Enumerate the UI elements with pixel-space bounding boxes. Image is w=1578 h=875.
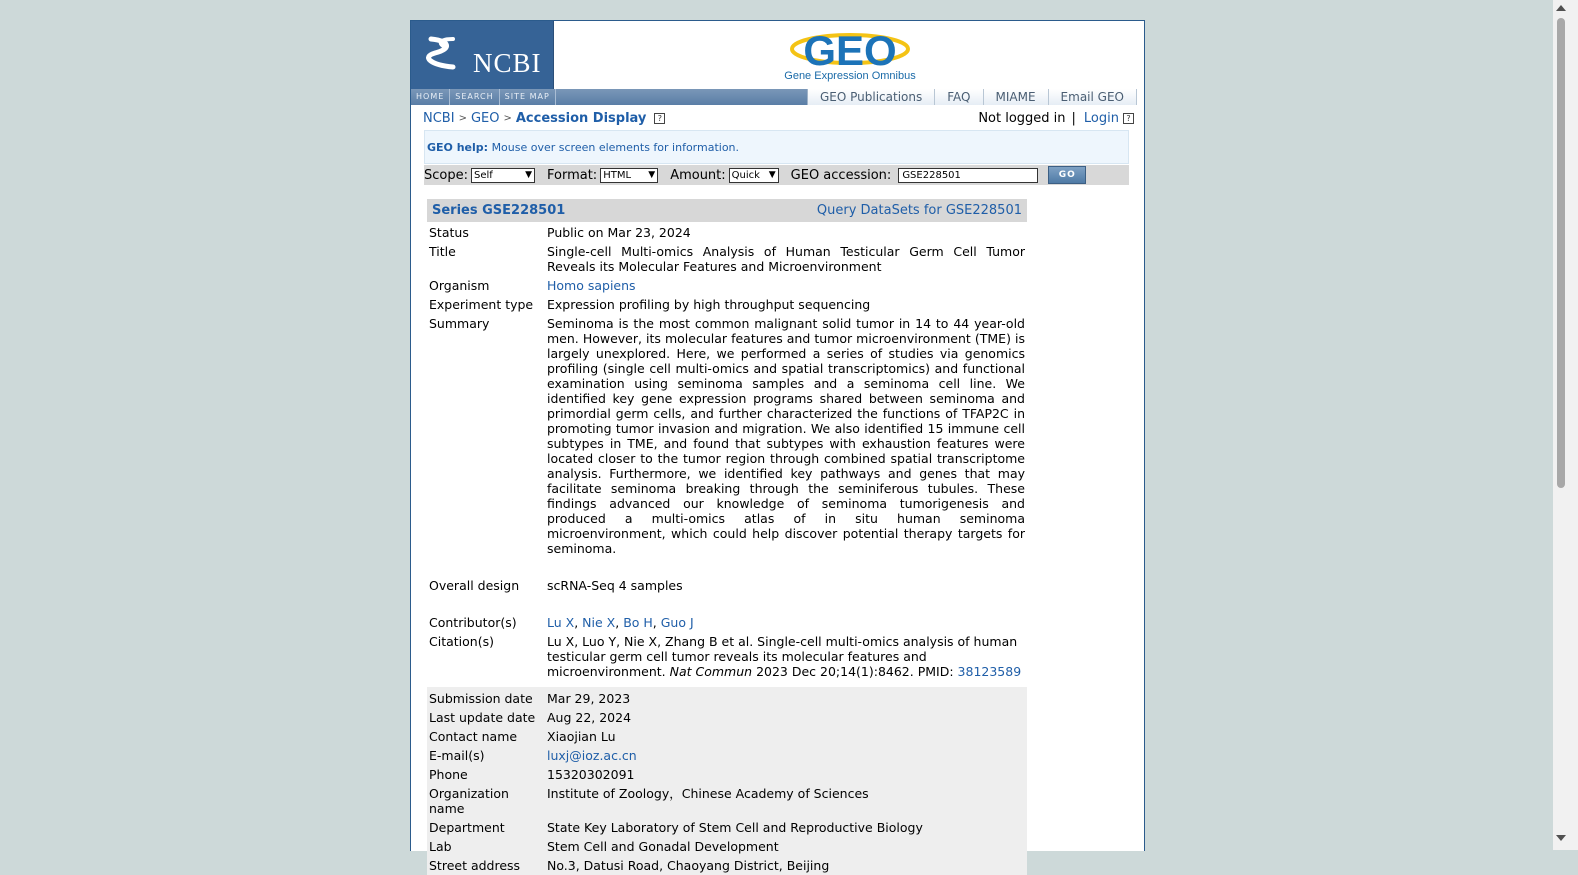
field-value: State Key Laboratory of Stem Cell and Reproductive Biology	[547, 820, 923, 835]
row-street-address	[427, 856, 1027, 875]
row-organism	[427, 276, 1027, 295]
field-label: E-mail(s)	[429, 748, 485, 763]
nav-geo-publications[interactable]: GEO Publications	[808, 89, 935, 105]
field-label: Experiment type	[429, 297, 534, 312]
row-citation	[427, 632, 1027, 687]
scroll-up-icon[interactable]	[1556, 5, 1566, 11]
breadcrumb-current: Accession Display	[515, 110, 647, 126]
page-scrollbar[interactable]	[1553, 0, 1578, 850]
login-separator: |	[1071, 110, 1076, 126]
breadcrumb	[423, 109, 665, 127]
row-summary	[427, 314, 1027, 576]
dropdown-arrow-icon: ▼	[648, 170, 656, 180]
field-value: Public on Mar 23, 2024	[547, 225, 691, 240]
field-value: Stem Cell and Gonadal Development	[547, 839, 779, 854]
row-organization	[427, 784, 1027, 818]
scrollbar-thumb[interactable]	[1557, 18, 1565, 488]
query-datasets-link[interactable]: Query DataSets for GSE228501	[816, 203, 1022, 218]
row-phone	[427, 765, 1027, 784]
login-link[interactable]: Login	[1083, 110, 1119, 126]
field-value: 15320302091	[547, 767, 635, 782]
citation-tail: 2023 Dec 20;14(1):8462. PMID:	[756, 664, 954, 679]
nav-home[interactable]: HOME	[411, 89, 450, 105]
nav-faq[interactable]: FAQ	[935, 89, 983, 105]
ncbi-logo[interactable]	[411, 21, 554, 89]
row-department	[427, 818, 1027, 837]
page-container	[410, 20, 1145, 873]
breadcrumb-ncbi[interactable]: NCBI	[423, 110, 455, 126]
series-title: Series GSE228501	[432, 203, 566, 218]
row-title	[427, 242, 1027, 276]
citation-journal: Nat Commun	[669, 664, 753, 679]
contributor-link[interactable]: Guo J	[660, 615, 694, 630]
field-label: Contact name	[429, 729, 518, 744]
contributor-link[interactable]: Nie X	[582, 615, 616, 630]
nav-search[interactable]: SEARCH	[450, 89, 499, 105]
geo-logo-text: GEO	[803, 27, 897, 74]
accession-label: GEO accession:	[790, 167, 892, 183]
accession-input[interactable]: GSE228501	[898, 168, 1038, 183]
field-label: Organism	[429, 278, 490, 293]
citation-body: Lu X, Luo Y, Nie X, Zhang B et al. Single-cell multi-omics analysis of human testicular germ cell tumor reveals its molecular features and microenvironment.	[547, 634, 1018, 679]
field-label: Citation(s)	[429, 634, 494, 649]
row-overall-design	[427, 576, 1027, 613]
breadcrumb-geo[interactable]: GEO	[470, 110, 500, 126]
breadcrumb-sep: >	[458, 112, 467, 124]
field-label: Contributor(s)	[429, 615, 517, 630]
contributor-list: Lu X, Nie X, Bo H, Guo J	[547, 615, 694, 630]
field-label: Status	[429, 225, 469, 240]
login-area	[978, 109, 1134, 127]
geo-subtitle: Gene Expression Omnibus	[784, 70, 916, 82]
field-label: Overall design	[429, 578, 520, 593]
field-value: Expression profiling by high throughput sequencing	[547, 297, 871, 312]
row-status	[427, 223, 1027, 242]
field-value: scRNA-Seq 4 samples	[547, 578, 683, 593]
field-label: Title	[429, 244, 456, 259]
field-value: Mar 29, 2023	[547, 691, 631, 706]
row-email	[427, 746, 1027, 765]
scope-label: Scope:	[424, 167, 468, 183]
nav-miame[interactable]: MIAME	[984, 89, 1049, 105]
field-label: Phone	[429, 767, 468, 782]
field-label: Department	[429, 820, 505, 835]
contact-block	[427, 687, 1027, 875]
dropdown-arrow-icon: ▼	[525, 170, 532, 180]
email-link[interactable]: luxj@ioz.ac.cn	[547, 748, 637, 763]
contributor-link[interactable]: Bo H	[623, 615, 653, 630]
row-contributors	[427, 613, 1027, 632]
organism-link[interactable]: Homo sapiens	[547, 278, 636, 293]
field-label: Organization name	[429, 786, 509, 816]
contributor-link[interactable]: Lu X	[547, 615, 575, 630]
geo-logo[interactable]	[780, 25, 920, 74]
ncbi-helix-icon	[423, 33, 463, 73]
login-status: Not logged in	[978, 110, 1066, 126]
row-lab	[427, 837, 1027, 856]
field-value: Institute of Zoology，Chinese Academy of Sciences	[547, 786, 869, 801]
format-value: HTML	[603, 169, 632, 181]
accession-form	[424, 165, 1129, 185]
row-contact-name	[427, 727, 1027, 746]
help-question-icon[interactable]: ?	[654, 113, 665, 124]
help-text: Mouse over screen elements for information.	[491, 141, 740, 154]
nav-email-geo[interactable]: Email GEO	[1049, 89, 1137, 105]
scope-value: Self	[473, 169, 493, 181]
row-experiment-type	[427, 295, 1027, 314]
help-label: GEO help:	[427, 141, 489, 154]
dropdown-arrow-icon: ▼	[768, 170, 776, 180]
pmid-link[interactable]: 38123589	[957, 664, 1022, 679]
series-details	[427, 223, 1027, 875]
field-label: Last update date	[429, 710, 536, 725]
geo-help-box	[424, 130, 1129, 164]
nav-site-map[interactable]: SITE MAP	[500, 89, 556, 105]
geo-banner	[554, 21, 1144, 89]
field-label: Lab	[429, 839, 452, 854]
row-submission-date	[427, 689, 1027, 708]
ncbi-wordmark: NCBI	[473, 48, 542, 78]
series-header	[427, 199, 1027, 222]
top-nav	[411, 89, 1144, 105]
amount-value: Quick	[731, 169, 760, 181]
citation-text	[547, 632, 1025, 687]
format-label: Format:	[546, 167, 598, 183]
amount-label: Amount:	[670, 167, 726, 183]
breadcrumb-sep: >	[503, 112, 512, 124]
field-label: Street address	[429, 858, 521, 873]
help-question-icon[interactable]: ?	[1123, 113, 1134, 124]
field-value: No.3, Datusi Road, Chaoyang District, Beijing	[547, 858, 830, 873]
scope-select[interactable]	[471, 168, 535, 183]
field-value: Xiaojian Lu	[547, 729, 616, 744]
row-last-update	[427, 708, 1027, 727]
field-value: Aug 22, 2024	[547, 710, 632, 725]
scroll-down-icon[interactable]	[1556, 835, 1566, 841]
amount-select[interactable]	[729, 168, 779, 183]
go-button[interactable]: GO	[1048, 166, 1086, 184]
field-label: Submission date	[429, 691, 533, 706]
format-select[interactable]	[600, 168, 658, 183]
field-label: Summary	[429, 316, 490, 331]
summary-text: Seminoma is the most common malignant solid tumor in 14 to 44 year-old men. However, its molecular features and tumor microenvironment (TME) is largely unexplored. Here, we performed a series of studies via genomics profiling (single cell multi-omics and spatial transcriptomics) and functional examination using seminoma samples and a seminoma cell line. We identified key gene expression programs shared between seminoma and primordial germ cells, and further characterized the functions of TFAP2C in promoting tumor invasion and migration. We also identified 15 immune cell subtypes in TME, and found that subtypes with exhaustion features were located closer to the tumor region through combined spatial transcriptome analysis. Furthermore, we identified key pathways and genes that may facilitate seminoma breaking through the seminiferous tubules. These findings advanced our knowledge of seminoma tumorigenesis and produced a multi-omics atlas of in situ human seminoma microenvironment, which could help discover potential therapy targets for seminoma.	[547, 316, 1025, 556]
field-value: Single-cell Multi-omics Analysis of Human Testicular Germ Cell Tumor Reveals its Molecular Features and Microenvironment	[547, 244, 1025, 274]
